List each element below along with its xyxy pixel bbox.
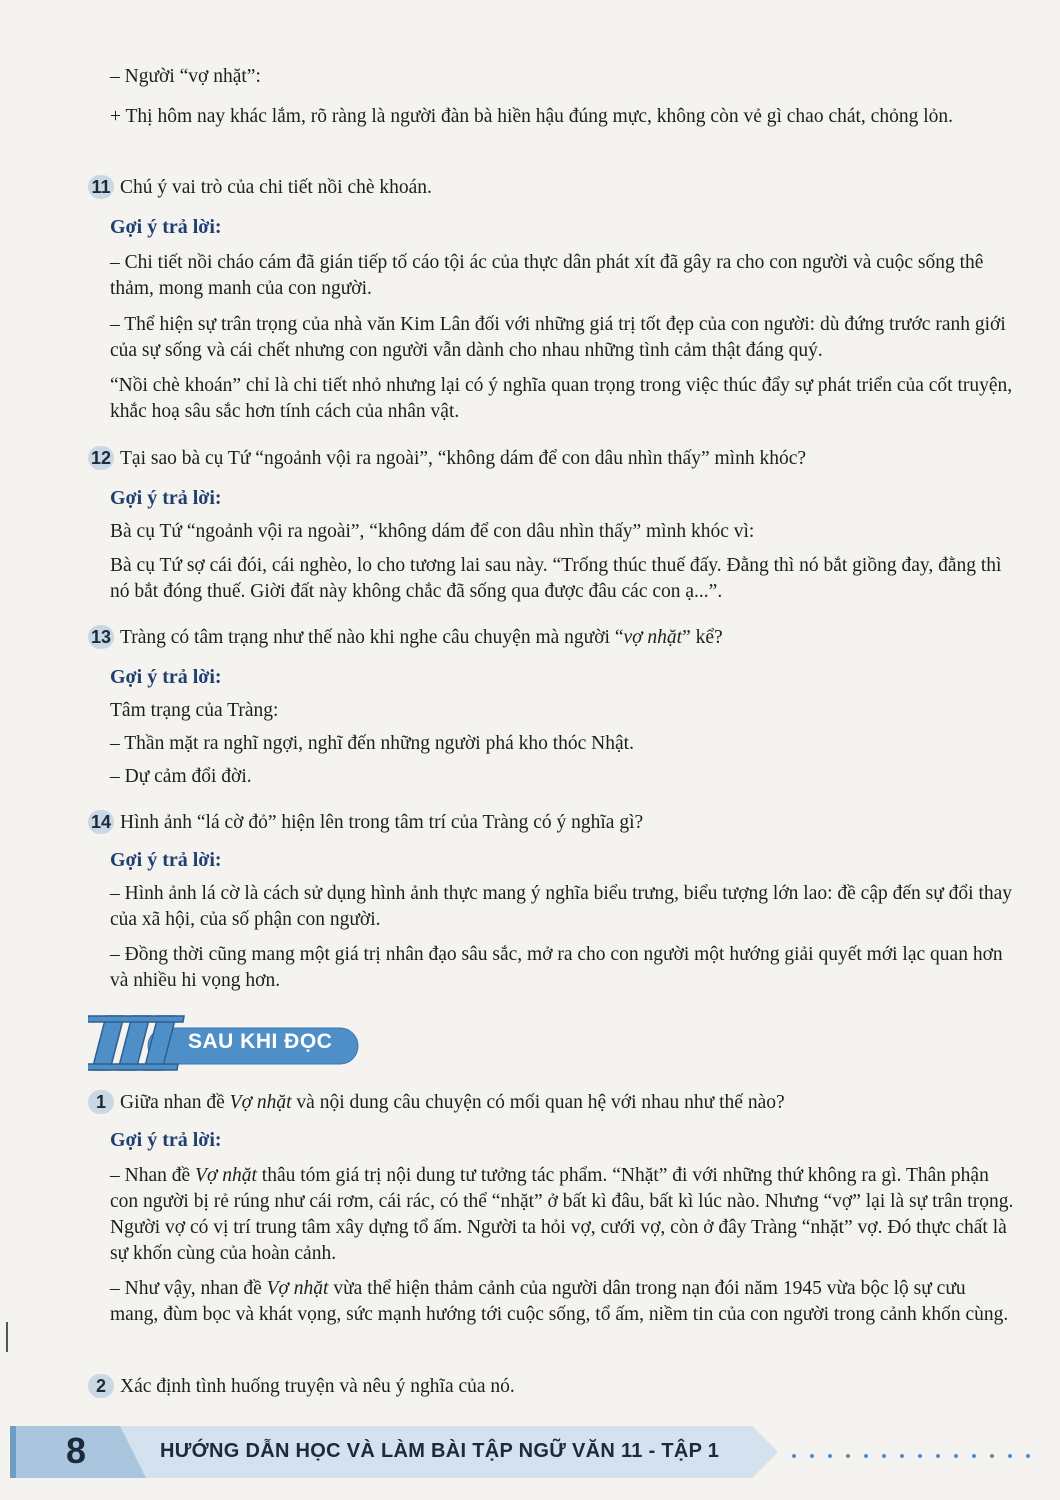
hint-label: Gợi ý trả lời:	[110, 1129, 222, 1151]
question-text: Giữa nhan đề	[120, 1092, 230, 1113]
paragraph-vo-nhat-intro	[110, 64, 1015, 90]
after-reading-answer-1-paragraph-2	[110, 1276, 1015, 1328]
answer-12-paragraph-2	[110, 553, 1015, 605]
hint-label: Gợi ý trả lời:	[110, 216, 222, 238]
answer-14-paragraph-1	[110, 881, 1015, 933]
text: – Người “vợ nhặt”:	[110, 66, 261, 87]
hint-label: Gợi ý trả lời:	[110, 487, 222, 509]
question-text-italic: Vợ nhặt	[229, 1092, 292, 1113]
text: – Nhan đề	[110, 1165, 196, 1186]
answer-11-paragraph-2	[110, 312, 1015, 364]
paragraph-vo-nhat-detail	[110, 104, 1015, 130]
text: – Đồng thời cũng mang một giá trị nhân đạo sâu sắc, mở ra cho con người một hướng giải quyết mới lạc quan hơn và nhiều hi vọng hơn.	[110, 944, 1003, 991]
margin-mark	[6, 1322, 8, 1352]
question-text: Chú ý vai trò của chi tiết nồi chè khoán.	[120, 177, 432, 198]
question-number-badge: 12	[88, 446, 114, 470]
text: Tâm trạng của Tràng:	[110, 700, 279, 721]
answer-11-paragraph-3	[110, 373, 1015, 425]
footer-dots	[790, 1450, 1035, 1462]
question-number-badge: 2	[88, 1374, 114, 1398]
after-reading-question-1	[88, 1090, 1018, 1116]
answer-12-paragraph-1	[110, 519, 1015, 545]
book-title: HƯỚNG DẪN HỌC VÀ LÀM BÀI TẬP NGỮ VĂN 11 - TẬP 1	[160, 1440, 720, 1462]
after-reading-question-2	[88, 1374, 1018, 1400]
text-italic: Vợ nhặt	[195, 1165, 257, 1186]
text: – Thể hiện sự trân trọng của nhà văn Kim Lân đối với những giá trị tốt đẹp của con người: dù đứng trước ranh giới của sự sống và cái chết nhưng con người vẫn dành cho nhau những tình cảm thật đáng quý.	[110, 314, 1006, 361]
text: – Như vậy, nhan đề	[110, 1278, 267, 1299]
question-12	[88, 446, 1018, 472]
question-number-badge: 13	[88, 625, 114, 649]
question-text: Hình ảnh “lá cờ đỏ” hiện lên trong tâm trí của Tràng có ý nghĩa gì?	[120, 812, 644, 833]
page-number: 8	[66, 1430, 87, 1471]
text: Bà cụ Tứ sợ cái đói, cái nghèo, lo cho tương lai sau này. “Trống thúc thuế đấy. Đằng thì nó bắt giồng đay, đằng thì nó bắt đóng thuế. Giời đất này không chắc đã sống qua được đâu các con ạ...”.	[110, 555, 1002, 602]
question-text: Xác định tình huống truyện và nêu ý nghĩa của nó.	[120, 1376, 515, 1397]
text: thâu tóm giá trị nội dung tư tưởng tác phẩm. “Nhặt” đi với những thứ không ra gì. Thân phận con người bị rẻ rúng như cái rơm, cái rác, có thể “nhặt” ở bất kì đâu, bất kì lúc nào. Nhưng “vợ” lại là sự trân trọng. Người vợ có vị trí trung tâm xây dựng tổ ấm. Người ta hỏi vợ, cưới vợ, còn ở đây Tràng “nhặt” vợ. Đó thực chất là sự khốn cùng của hoàn cảnh.	[110, 1165, 1014, 1264]
question-text: Tràng có tâm trạng như thế nào khi nghe câu chuyện mà người “	[120, 627, 624, 648]
text-italic: Vợ nhặt	[266, 1278, 329, 1299]
text: – Hình ảnh lá cờ là cách sử dụng hình ảnh thực mang ý nghĩa biểu trưng, biểu tượng lớn lao: đề cập đến sự đổi thay của xã hội, của số phận con người.	[110, 883, 1013, 930]
text: vừa thể hiện thảm cảnh của người dân trong nạn đói năm 1945 vừa bộc lộ sự cưu mang, đùm bọc và khát vọng, sức mạnh hướng tới cuộc sống, tổ ấm, niềm tin của con người trong cảnh khốn cùng.	[110, 1278, 1009, 1325]
hint-label: Gợi ý trả lời:	[110, 666, 222, 688]
question-number-badge: 14	[88, 810, 114, 834]
question-text: Tại sao bà cụ Tứ “ngoảnh vội ra ngoài”, “không dám để con dâu nhìn thấy” mình khóc?	[120, 448, 807, 469]
text: Bà cụ Tứ “ngoảnh vội ra ngoài”, “không dám để con dâu nhìn thấy” mình khóc vì:	[110, 521, 755, 542]
answer-13-paragraph-2	[110, 731, 1015, 757]
answer-13-paragraph-3	[110, 764, 1015, 790]
question-number-badge: 11	[88, 175, 114, 199]
question-text-italic: vợ nhặt	[623, 627, 683, 648]
text: – Thần mặt ra nghĩ ngợi, nghĩ đến những người phá kho thóc Nhật.	[110, 733, 634, 754]
text: – Dự cảm đổi đời.	[110, 766, 252, 787]
question-13	[88, 625, 1018, 651]
question-14	[88, 810, 1018, 836]
question-11	[88, 175, 1018, 201]
text: – Chi tiết nồi cháo cám đã gián tiếp tố cáo tội ác của thực dân phát xít đã gây ra cho con người và cuộc sống thê thảm, mong manh của con người.	[110, 252, 984, 299]
question-text: ” kể?	[682, 627, 723, 648]
question-number-badge: 1	[88, 1090, 114, 1114]
answer-11-paragraph-1	[110, 250, 1015, 302]
answer-13-paragraph-1	[110, 698, 1015, 724]
after-reading-answer-1-paragraph-1	[110, 1163, 1015, 1267]
section-heading-label: SAU KHI ĐỌC	[188, 1030, 333, 1053]
text: + Thị hôm nay khác lắm, rõ ràng là người đàn bà hiền hậu đúng mực, không còn vẻ gì chao chát, chỏng lỏn.	[110, 106, 954, 127]
answer-14-paragraph-2	[110, 942, 1015, 994]
hint-label: Gợi ý trả lời:	[110, 849, 222, 871]
text: “Nồi chè khoán” chỉ là chi tiết nhỏ nhưng lại có ý nghĩa quan trọng trong việc thúc đẩy sự phát triển của cốt truyện, khắc hoạ sâu sắc hơn tính cách của nhân vật.	[110, 375, 1013, 422]
question-text: và nội dung câu chuyện có mối quan hệ với nhau như thế nào?	[291, 1092, 785, 1113]
